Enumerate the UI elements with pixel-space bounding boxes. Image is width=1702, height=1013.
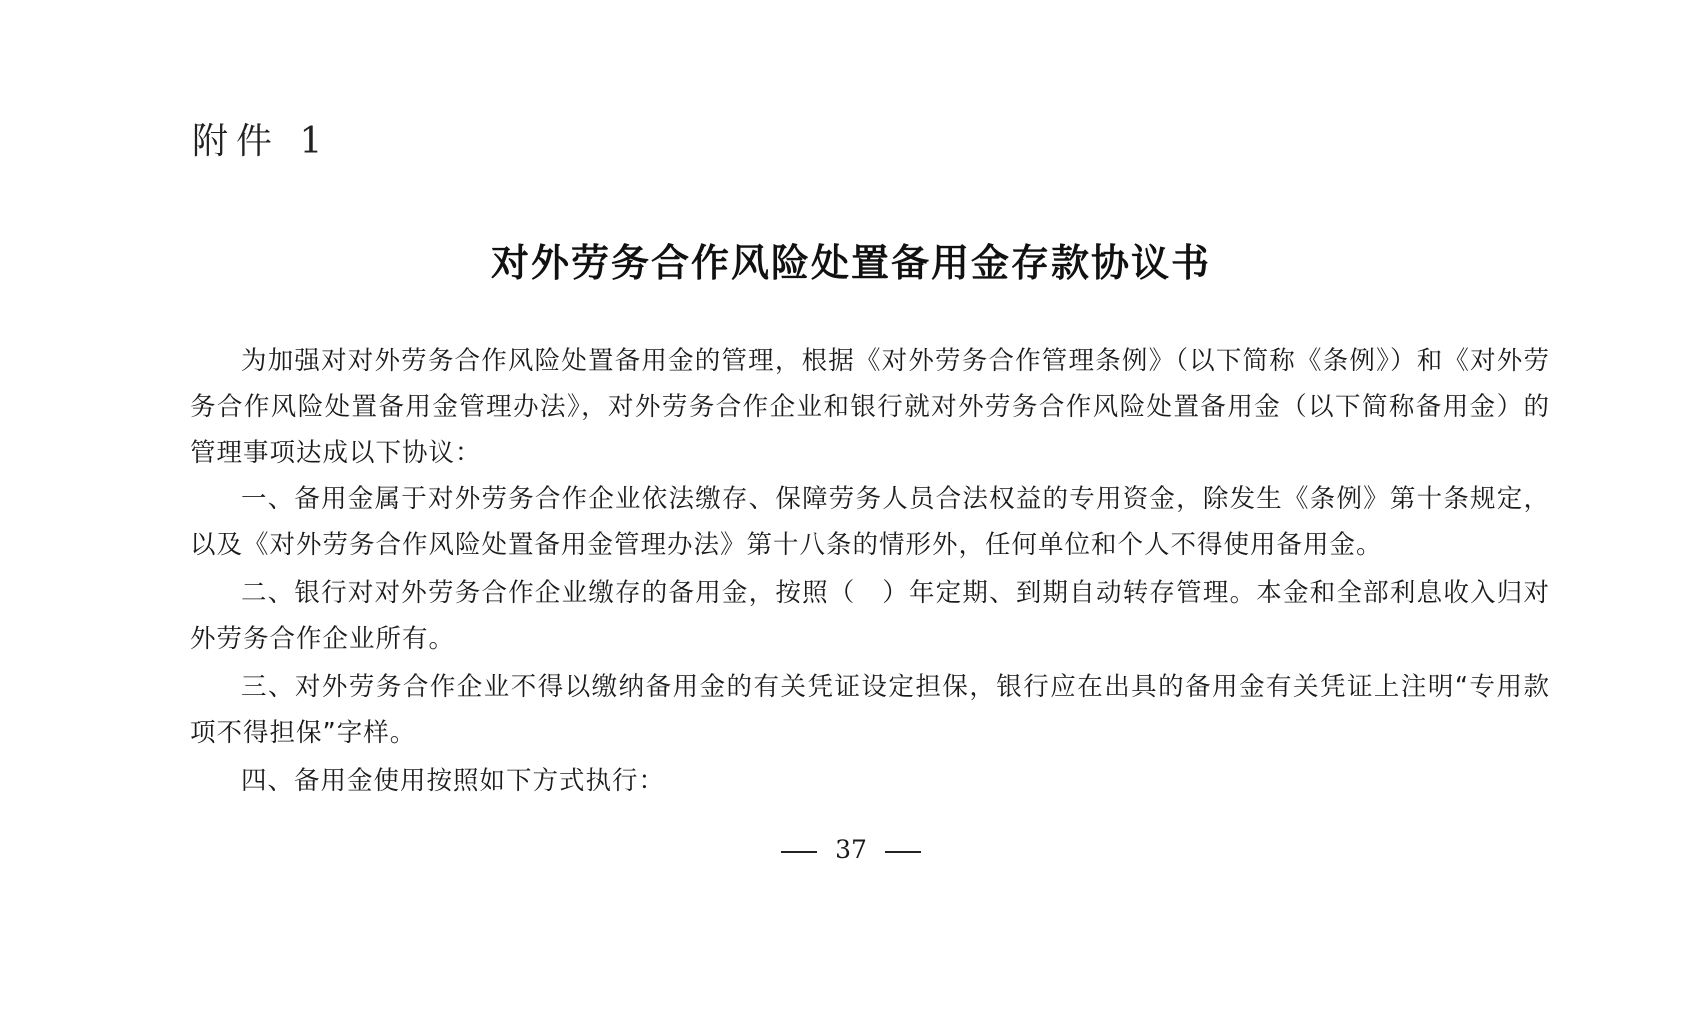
page-footer <box>0 832 1702 868</box>
paragraph-preamble: 为加强对对外劳务合作风险处置备用金的管理，根据《对外劳务合作管理条例》（以下简称《条例》）和《对外劳务合作风险处置备用金管理办法》，对外劳务合作企业和银行就对外劳务合作风险处置备用金（以下简称备用金）的管理事项达成以下协议： <box>190 346 1550 468</box>
paragraph-clause-4: 四、备用金使用按照如下方式执行： <box>241 766 666 796</box>
page-number: 37 <box>835 835 867 864</box>
dash-right <box>885 851 921 853</box>
paragraph-clause-1: 一、备用金属于对外劳务合作企业依法缴存、保障劳务人员合法权益的专用资金，除发生《条例》第十条规定，以及《对外劳务合作风险处置备用金管理办法》第十八条的情形外，任何单位和个人不得使用备用金。 <box>190 484 1550 560</box>
paragraph-clause-3: 三、对外劳务合作企业不得以缴纳备用金的有关凭证设定担保，银行应在出具的备用金有关凭证上注明“专用款项不得担保”字样。 <box>190 672 1550 748</box>
attachment-label: 附件 1 <box>192 121 331 162</box>
document-body <box>190 338 1550 804</box>
dash-left <box>781 851 817 853</box>
paragraph-clause-2: 二、银行对对外劳务合作企业缴存的备用金，按照（ ）年定期、到期自动转存管理。本金和全部利息收入归对外劳务合作企业所有。 <box>190 578 1550 654</box>
document-title: 对外劳务合作风险处置备用金存款协议书 <box>490 241 1211 285</box>
